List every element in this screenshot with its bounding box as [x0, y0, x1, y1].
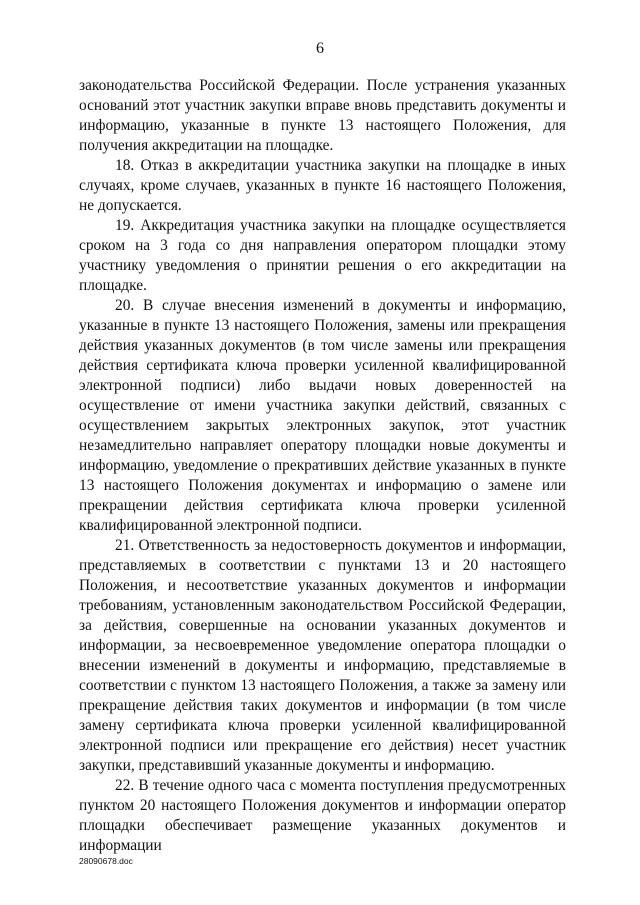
paragraph-21: 21. Ответственность за недостоверность документов и информации, представляемых в соответствии с пунктами 13 и 20 настоящего Положения, и несоответствие указанных документов и информации требованиям, установленным законодательством Российской Федерации, за действия, совершенные на основании указанных документов и информации, за несвоевременное уведомление оператора площадки о внесении изменений в документы и информацию, представляемые в соответствии с пунктом 13 настоящего Положения, а также за замену или прекращение действия таких документов и информации (в том числе замену сертификата ключа проверки усиленной квалифицированной электронной подписи или прекращение его действия) несет участник закупки, представивший указанные документы и информацию.	[79, 537, 566, 774]
paragraph-20: 20. В случае внесения изменений в документы и информацию, указанные в пункте 13 настоящего Положения, замены или прекращения действия указанных документов (в том числе замены или прекращения действия сертификата ключа проверки усиленной квалифицированной электронной подписи) либо выдачи новых доверенностей на осуществление от имени участника закупки действий, связанных с осуществлением закрытых электронных закупок, этот участник незамедлительно направляет оператору площадки новые документы и информацию, уведомление о прекративших действие указанных в пункте 13 настоящего Положения документах и информацию о замене или прекращении действия сертификата ключа проверки усиленной квалифицированной электронной подписи.	[79, 297, 566, 534]
paragraph-19: 19. Аккредитация участника закупки на площадке осуществляется сроком на 3 года со дня направления оператором площадки этому участнику уведомления о принятии решения о его аккредитации на площадке.	[79, 217, 566, 294]
document-body	[79, 76, 566, 856]
paragraph-continuation: законодательства Российской Федерации. После устранения указанных оснований этот участник закупки вправе вновь представить документы и информацию, указанные в пункте 13 настоящего Положения, для получения аккредитации на площадке.	[79, 77, 566, 154]
page-number: 6	[316, 40, 324, 57]
paragraph-22: 22. В течение одного часа с момента поступления предусмотренных пунктом 20 настоящего Положения документов и информации оператор площадки обеспечивает размещение указанных документов и информации	[79, 777, 566, 854]
footer-filename: 28090678.doc	[79, 856, 133, 866]
paragraph-18: 18. Отказ в аккредитации участника закупки на площадке в иных случаях, кроме случаев, указанных в пункте 16 настоящего Положения, не допускается.	[79, 157, 566, 214]
